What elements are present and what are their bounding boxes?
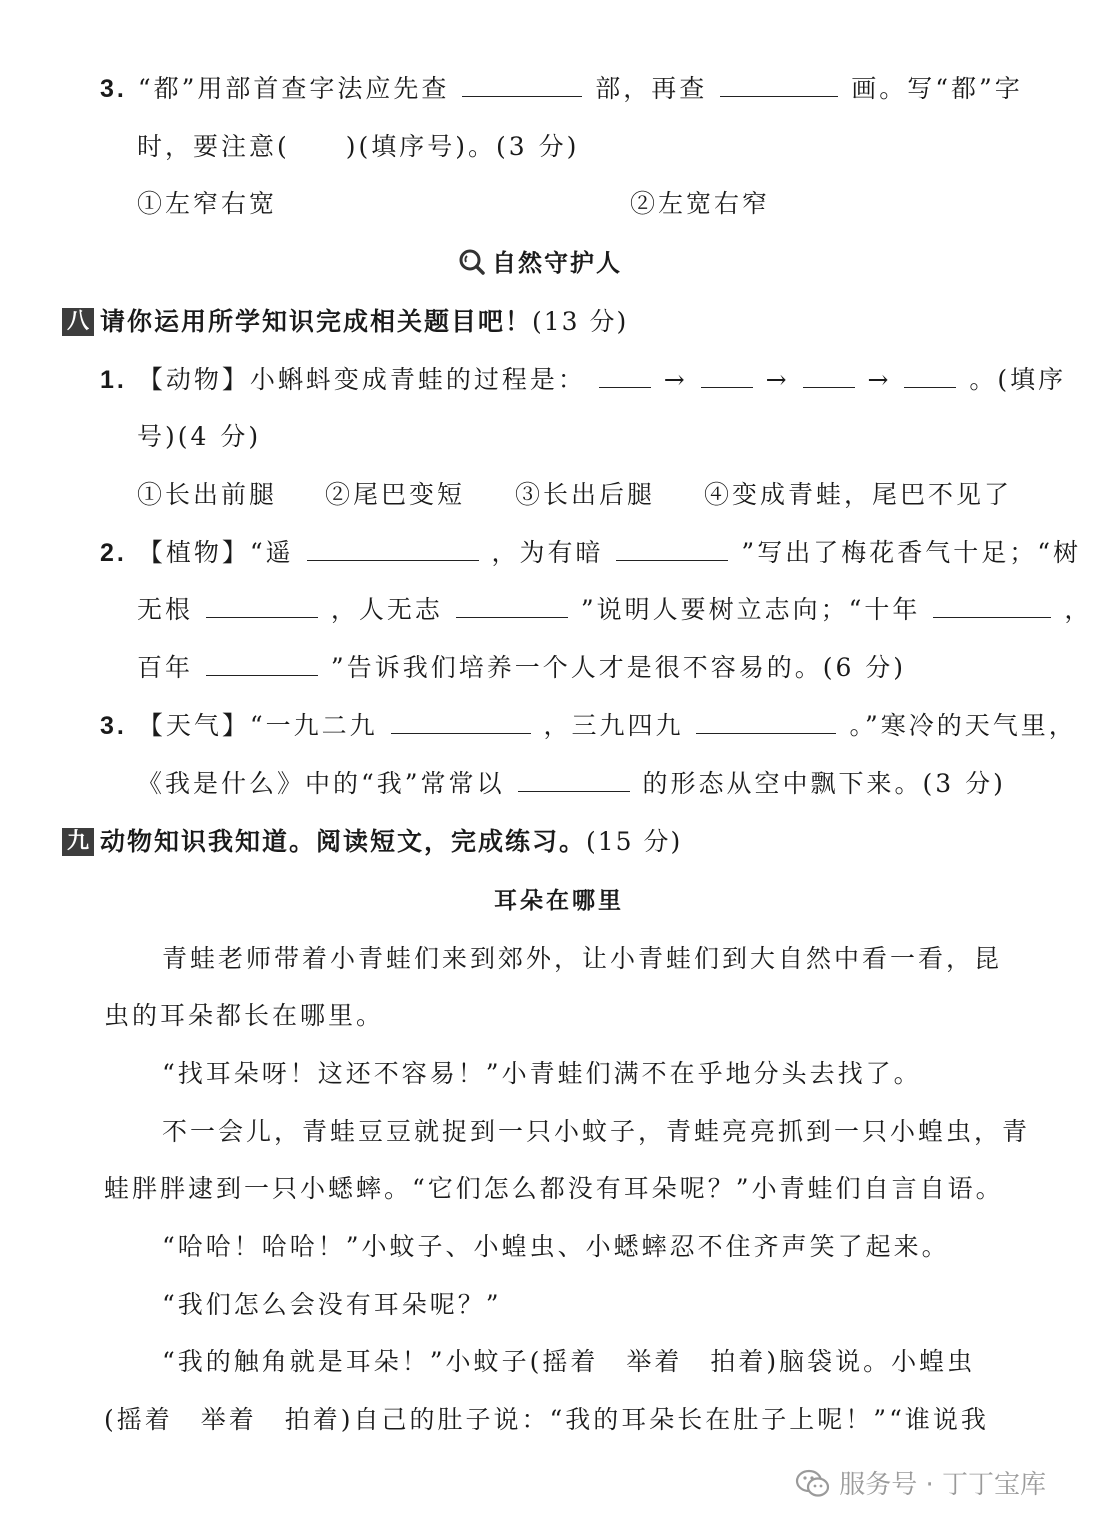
question-text: 画。写“都”字 [851,74,1023,103]
story-line: “我的触角就是耳朵！”小蚊子(摇着 举着 拍着)脑袋说。小蝗虫 [162,1347,976,1376]
section-score: (15 分) [586,827,683,856]
answer-blank[interactable] [391,711,531,734]
question-text: 【植物】“遥 [137,538,294,567]
question-text: 《我是什么》中的“我”常常以 [137,769,505,798]
q8-3-line1 [100,709,1077,743]
arrow: → [663,365,688,394]
q8-3-line2 [137,767,1006,801]
question-text: ，三九四九 [543,711,684,740]
q8-2-line3 [137,651,906,685]
section-9-header [62,825,682,859]
option-2[interactable]: ②尾巴变短 [325,480,466,509]
question-text: ， [1064,595,1093,624]
answer-blank[interactable] [456,595,568,618]
option-3[interactable]: ③长出后腿 [515,480,656,509]
answer-blank[interactable] [696,711,836,734]
question-text: “都”用部首查字法应先查 [137,74,450,103]
story-line: 虫的耳朵都长在哪里。 [104,1001,385,1030]
story-line: 蛙胖胖逮到一只小蟋蟀。“它们怎么都没有耳朵呢？”小青蛙们自言自语。 [104,1174,1004,1203]
section-score: (13 分) [532,307,629,336]
answer-blank[interactable] [206,653,318,676]
question-text: 百年 [137,653,194,682]
story-line: “哈哈！哈哈！”小蚊子、小蝗虫、小蟋蟀忍不住齐声笑了起来。 [162,1232,950,1261]
question-text: ”写出了梅花香气十足；“树 [741,538,1081,567]
section-subheader [0,246,1080,280]
question-number: 3. [100,75,127,103]
answer-blank[interactable] [616,538,728,561]
q8-1-line1 [100,363,1066,397]
watermark-text: 服务号 · 丁丁宝库 [839,1470,1046,1500]
q7-3-line2: 时，要注意( )(填序号)。(3 分) [137,132,580,161]
watermark [795,1464,1046,1501]
question-text: 部，再查 [595,74,708,103]
answer-blank[interactable] [803,365,855,388]
q7-3-line1 [100,72,1023,106]
question-number: 1. [100,366,127,394]
subheader-text: 自然守护人 [492,249,622,277]
answer-blank[interactable] [904,365,956,388]
question-text: 无根 [137,595,194,624]
question-text: 【动物】小蝌蚪变成青蛙的过程是： [137,365,586,394]
q8-2-line1 [100,536,1081,570]
section-number-badge: 九 [62,828,94,856]
question-text: 【天气】“一九二九 [137,711,378,740]
answer-blank[interactable] [720,74,838,97]
story-line: “找耳朵呀！这还不容易！”小青蛙们满不在乎地分头去找了。 [162,1059,922,1088]
story-title: 耳朵在哪里 [494,888,624,914]
option-4[interactable]: ④变成青蛙，尾巴不见了 [704,480,1013,509]
section-number-badge: 八 [62,308,94,336]
answer-blank[interactable] [599,365,651,388]
answer-blank[interactable] [206,595,318,618]
q8-1-line2: 号)(4 分) [137,422,262,451]
story-line: “我们怎么会没有耳朵呢？” [162,1290,502,1319]
question-text: ”说明人要树立志向；“十年 [580,595,921,624]
wechat-icon [795,1469,831,1499]
answer-blank[interactable] [701,365,753,388]
option-1[interactable]: ①左窄右宽 [137,189,278,218]
answer-blank[interactable] [307,538,479,561]
story-line: (摇着 举着 拍着)自己的肚子说：“我的耳朵长在肚子上呢！”“谁说我 [104,1405,989,1434]
question-text: ，人无志 [330,595,443,624]
question-text: ”告诉我们培养一个人才是很不容易的。(6 分) [330,653,907,682]
answer-blank[interactable] [933,595,1051,618]
question-text: 。(填序 [969,365,1067,394]
story-line: 青蛙老师带着小青蛙们来到郊外，让小青蛙们到大自然中看一看，昆 [162,944,1003,973]
section-title: 动物知识我知道。阅读短文，完成练习。 [100,827,587,856]
section-8-header [62,305,628,339]
answer-blank[interactable] [462,74,582,97]
question-text: 。”寒冷的天气里， [849,711,1077,740]
story-line: 不一会儿，青蛙豆豆就捉到一只小蚊子，青蛙亮亮抓到一只小蝗虫，青 [162,1117,1031,1146]
answer-blank[interactable] [518,769,630,792]
section-title: 请你运用所学知识完成相关题目吧！ [100,307,533,336]
q8-2-line2 [137,593,1092,627]
search-icon [458,248,486,276]
question-text: ，为有暗 [491,538,604,567]
question-text: 的形态从空中飘下来。(3 分) [642,769,1006,798]
question-number: 2. [100,539,127,567]
arrow: → [765,365,790,394]
arrow: → [867,365,892,394]
option-2[interactable]: ②左宽右窄 [630,189,771,218]
question-number: 3. [100,712,127,740]
option-1[interactable]: ①长出前腿 [137,480,278,509]
